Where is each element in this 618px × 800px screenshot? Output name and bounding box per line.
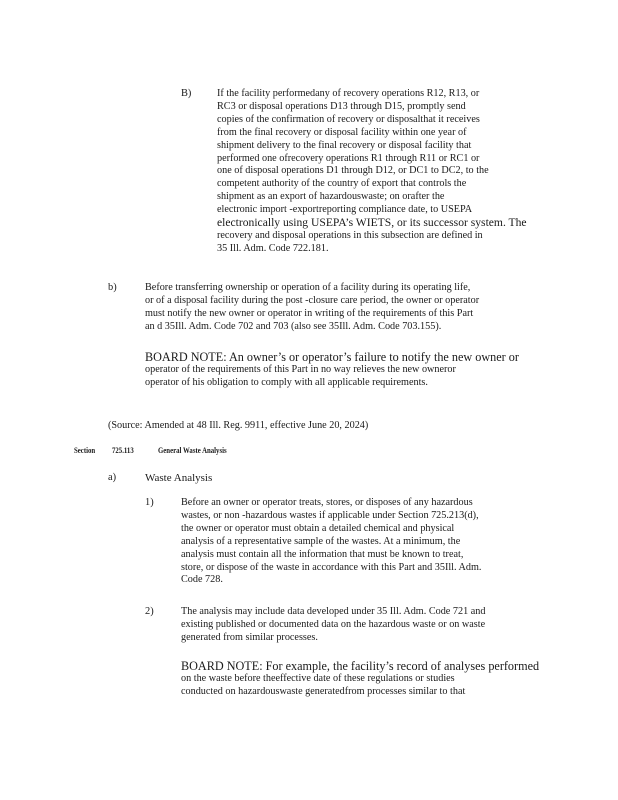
text-line: BOARD NOTE: For example, the facility’s record of analyses performed bbox=[181, 660, 540, 673]
text-line: competent authority of the country of export that controls the bbox=[217, 178, 467, 190]
item-2-board-note bbox=[181, 660, 541, 699]
text-line: 35 Ill. Adm. Code 722.181. bbox=[217, 242, 329, 254]
text-line: shipment delivery to the final recovery or disposal facility that bbox=[217, 139, 472, 151]
text-line: must notify the new owner or operator in writing of the requirements of this Part bbox=[145, 307, 474, 319]
text-line: Before transferring ownership or operation of a facility during its operating life, bbox=[145, 282, 471, 293]
text-line: shipment as an export of hazardouswaste; on orafter the bbox=[217, 191, 445, 203]
text-line: from the final recovery or disposal facility within one year of bbox=[217, 126, 467, 138]
section-number: 725.113 bbox=[112, 446, 134, 455]
text-line: one of disposal operations D1 through D12, or DC1 to DC2, to the bbox=[217, 165, 489, 177]
para-b-label: b) bbox=[108, 282, 117, 293]
text-line: Code 728. bbox=[181, 574, 223, 586]
para-b-text bbox=[145, 282, 540, 334]
text-line: operator of the requirements of this Part in no way relieves the new owneror bbox=[145, 363, 456, 375]
text-line: on the waste before theeffective date of these regulations or studies bbox=[181, 672, 455, 684]
text-line: or of a disposal facility during the post -closure care period, the owner or operator bbox=[145, 294, 480, 306]
sub-a-heading: Waste Analysis bbox=[145, 472, 213, 484]
source-note: (Source: Amended at 48 Ill. Reg. 9911, effective June 20, 2024) bbox=[108, 420, 369, 431]
text-line: generated from similar processes. bbox=[181, 631, 318, 643]
para-B-label: B) bbox=[181, 88, 192, 99]
item-2-text bbox=[181, 606, 541, 645]
section-word: Section bbox=[74, 446, 96, 455]
text-line: existing published or documented data on the hazardous waste or on waste bbox=[181, 618, 486, 630]
text-line: The analysis may include data developed under 35 Ill. Adm. Code 721 and bbox=[181, 606, 486, 617]
text-line: the owner or operator must obtain a detailed chemical and physical bbox=[181, 522, 455, 534]
item-1-text bbox=[181, 497, 541, 587]
text-line: Before an owner or operator treats, stores, or disposes of any hazardous bbox=[181, 497, 473, 508]
text-line: recovery and disposal operations in this subsection are defined in bbox=[217, 229, 483, 241]
para-B-text bbox=[217, 88, 539, 256]
sub-a-label: a) bbox=[108, 472, 117, 483]
text-line: an d 35Ill. Adm. Code 702 and 703 (also see 35Ill. Adm. Code 703.155). bbox=[145, 320, 442, 332]
text-line: BOARD NOTE: An owner’s or operator’s failure to notify the new owner or bbox=[145, 351, 519, 364]
text-line: RC3 or disposal operations D13 through D15, promptly send bbox=[217, 100, 466, 112]
text-line: performed one ofrecovery operations R1 through R11 or RC1 or bbox=[217, 152, 480, 164]
text-line: electronically using USEPA’s WIETS, or its successor system. The bbox=[217, 217, 527, 230]
text-line: conducted on hazardouswaste generatedfrom processes similar to that bbox=[181, 685, 466, 697]
para-b-board-note bbox=[145, 351, 540, 390]
item-2-label: 2) bbox=[145, 606, 154, 617]
text-line: analysis of a representative sample of the wastes. At a minimum, the bbox=[181, 535, 461, 547]
text-line: electronic import -exportreporting compliance date, to USEPA bbox=[217, 204, 473, 216]
text-line: analysis must contain all the information that must be known to treat, bbox=[181, 548, 464, 560]
text-line: operator of his obligation to comply with all applicable requirements. bbox=[145, 376, 428, 388]
text-line: store, or dispose of the waste in accordance with this Part and 35Ill. Adm. bbox=[181, 561, 482, 573]
text-line: If the facility performedany of recovery operations R12, R13, or bbox=[217, 88, 480, 99]
text-line: wastes, or non -hazardous wastes if applicable under Section 725.213(d), bbox=[181, 509, 479, 521]
item-1-label: 1) bbox=[145, 497, 154, 508]
section-title: General Waste Analysis bbox=[158, 446, 227, 455]
text-line: copies of the confirmation of recovery or disposalthat it receives bbox=[217, 113, 480, 125]
